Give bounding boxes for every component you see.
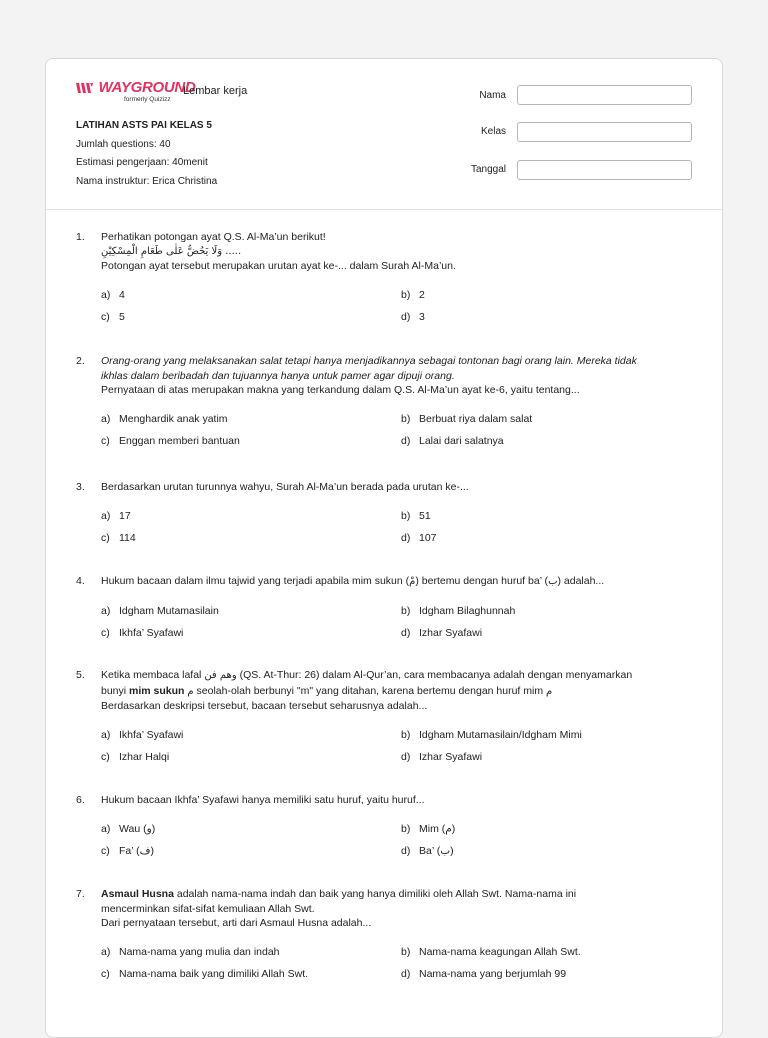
question-2: [76, 354, 692, 456]
question-3: [76, 480, 692, 553]
answer-options: [101, 822, 692, 866]
option-c[interactable]: c) Ikhfa’ Syafawi: [101, 626, 184, 639]
question-number: 5.: [76, 669, 85, 681]
option-d[interactable]: d) Nama-nama yang berjumlah 99: [401, 967, 567, 980]
question-6: [76, 793, 692, 866]
question-number: 2.: [76, 355, 85, 367]
answer-options: [101, 945, 692, 989]
option-d[interactable]: d) 107: [401, 531, 437, 544]
option-c[interactable]: c) Enggan memberi bantuan: [101, 434, 240, 447]
name-label: Nama: [479, 90, 506, 101]
date-field[interactable]: [517, 160, 692, 180]
question-text: Berdasarkan urutan turunnya wahyu, Surah Al-Ma’un berada pada urutan ke-...: [101, 481, 469, 493]
worksheet-page: [45, 58, 723, 1038]
questions-count: Jumlah questions: 40: [76, 138, 171, 150]
arabic-verse: وَلَا يَحُضُّ عَلٰى طَعَامِ الْمِسْكِيْنِ .....: [101, 245, 242, 257]
question-text: Hukum bacaan dalam ilmu tajwid yang terjadi apabila mim sukun (مْ) bertemu dengan huruf ba’ (ب) adalah...: [101, 575, 605, 587]
question-number: 7.: [76, 888, 85, 900]
question-text: Orang-orang yang melaksanakan salat tetapi hanya menjadikannya sebagai tontonan bagi orang lain. Mereka tidak ikhlas dalam beribadah dan tujuannya hanya untuk pamer agar dipuji orang. Pernyataan di atas merupakan makna yang terkandung dalam Q.S. Al-Ma’un ayat ke-6, yaitu tentang...: [101, 355, 637, 396]
option-b[interactable]: b) Idgham Mutamasilain/Idgham Mimi: [401, 728, 582, 741]
option-b[interactable]: b) 2: [401, 288, 425, 301]
question-text: Asmaul Husna adalah nama-nama indah dan baik yang hanya dimiliki oleh Allah Swt. Nama-nama ini mencerminkan sifat-sifat kemuliaan Allah Swt. Dari pernyataan tersebut, arti dari Asmaul Husna adalah...: [101, 888, 577, 929]
option-c[interactable]: c) Nama-nama baik yang dimiliki Allah Swt.: [101, 967, 309, 980]
option-d[interactable]: d) Lalai dari salatnya: [401, 434, 504, 447]
question-text: Perhatikan potongan ayat Q.S. Al-Ma’un berikut! وَلَا يَحُضُّ عَلٰى طَعَامِ الْمِسْكِيْنِ ..... Potongan ayat tersebut merupakan urutan ayat ke-... dalam Surah Al-Ma’un.: [101, 230, 692, 274]
logo-wordmark: WAYGROUND: [98, 79, 196, 97]
class-label: Kelas: [480, 126, 506, 137]
question-1: [76, 230, 692, 332]
option-c[interactable]: c) 5: [101, 310, 125, 323]
answer-options: [101, 604, 692, 648]
option-d[interactable]: d) Ba’ (ب): [401, 844, 454, 857]
question-number: 6.: [76, 794, 85, 806]
worksheet-title: LATIHAN ASTS PAI KELAS 5: [76, 120, 212, 131]
date-label: Tanggal: [470, 164, 506, 175]
option-b[interactable]: b) Mim (م): [401, 822, 456, 835]
question-text: Hukum bacaan Ikhfa’ Syafawi hanya memiliki satu huruf, yaitu huruf...: [101, 794, 425, 806]
question-7: [76, 887, 692, 989]
worksheet-meta: [76, 117, 217, 191]
worksheet-header: [46, 59, 722, 210]
option-d[interactable]: d) Izhar Syafawi: [401, 626, 483, 639]
option-d[interactable]: d) Izhar Syafawi: [401, 750, 483, 763]
answer-options: [101, 728, 692, 772]
question-number: 4.: [76, 575, 85, 587]
option-c[interactable]: c) Fa’ (ف): [101, 844, 155, 857]
question-number: 3.: [76, 481, 85, 493]
question-text: Ketika membaca lafal وهم فن (QS. At-Thur: 26) dalam Al-Qur’an, cara membacanya adalah dengan menyamarkan bunyi mim sukun م seolah-olah berbunyi "m" yang ditahan, karena bertemu dengan huruf mim م Berdasarkan deskripsi tersebut, bacaan tersebut seharusnya adalah...: [101, 669, 633, 712]
option-b[interactable]: b) Berbuat riya dalam salat: [401, 412, 533, 425]
document-type: Lembar kerja: [183, 85, 248, 97]
answer-options: [101, 509, 692, 553]
option-a[interactable]: a) Wau (و): [101, 822, 156, 835]
option-d[interactable]: d) 3: [401, 310, 425, 323]
logo-subtitle: formerly Quizizz: [124, 96, 171, 103]
option-c[interactable]: c) 114: [101, 531, 136, 544]
option-b[interactable]: b) Idgham Bilaghunnah: [401, 604, 516, 617]
option-b[interactable]: b) Nama-nama keagungan Allah Swt.: [401, 945, 581, 958]
class-field[interactable]: [517, 122, 692, 142]
answer-options: [101, 288, 692, 332]
option-a[interactable]: a) 17: [101, 509, 131, 522]
wayground-logo-icon: [76, 81, 94, 95]
answer-options: [101, 412, 692, 456]
option-b[interactable]: b) 51: [401, 509, 431, 522]
question-5: [76, 668, 692, 772]
option-c[interactable]: c) Izhar Halqi: [101, 750, 170, 763]
estimated-time: Estimasi pengerjaan: 40menit: [76, 157, 208, 168]
option-a[interactable]: a) Idgham Mutamasilain: [101, 604, 219, 617]
option-a[interactable]: a) 4: [101, 288, 125, 301]
question-4: [76, 574, 692, 648]
instructor-name: Nama instruktur: Erica Christina: [76, 175, 218, 187]
option-a[interactable]: a) Nama-nama yang mulia dan indah: [101, 945, 280, 958]
wayground-logo: [76, 79, 196, 103]
option-a[interactable]: a) Menghardik anak yatim: [101, 412, 228, 425]
option-a[interactable]: a) Ikhfa’ Syafawi: [101, 728, 184, 741]
question-number: 1.: [76, 231, 85, 243]
name-field[interactable]: [517, 85, 692, 105]
